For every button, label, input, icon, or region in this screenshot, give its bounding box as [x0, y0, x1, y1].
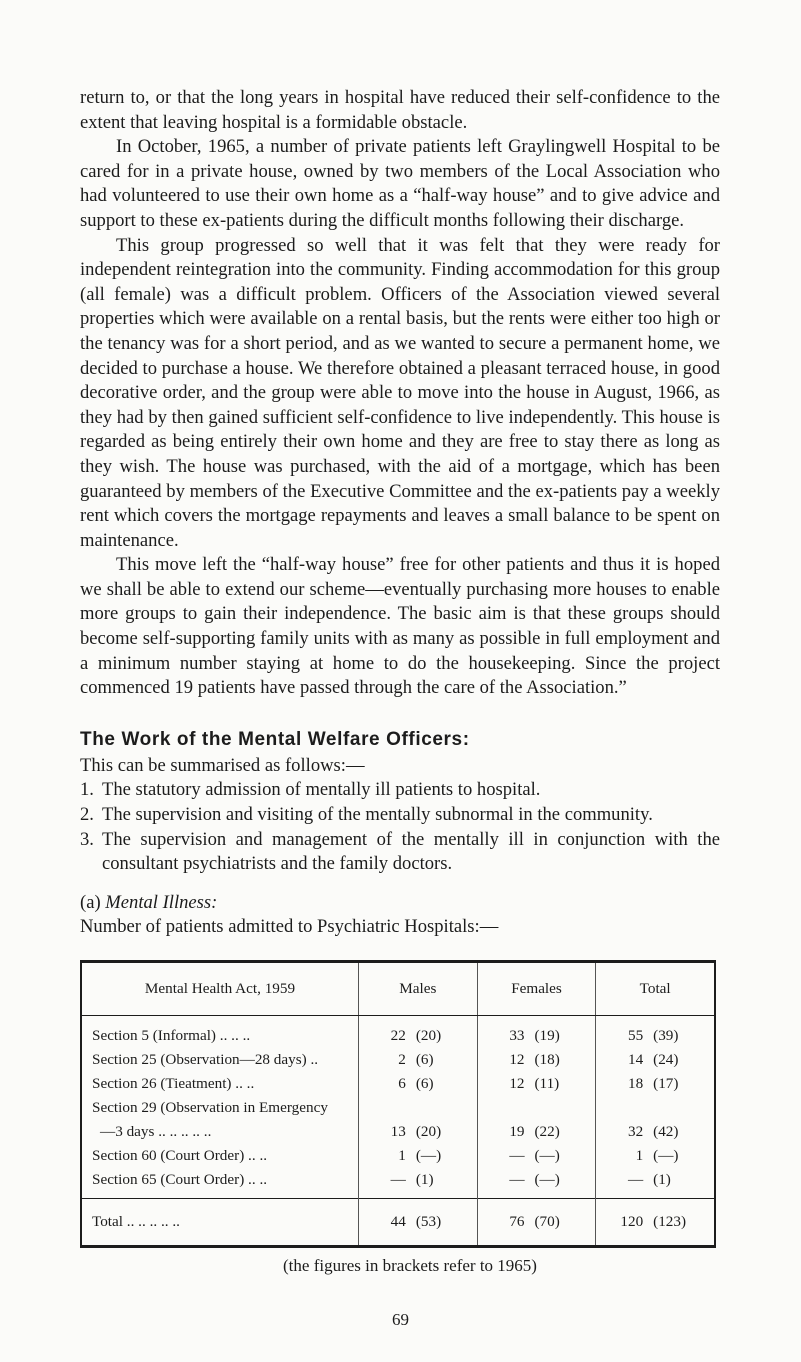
males-prev: (6)	[415, 1075, 434, 1092]
total-value: 1	[635, 1147, 644, 1164]
list-item-text: The supervision and visiting of the mentally subnormal in the community.	[102, 804, 653, 826]
row-label: Section 26 (Tieatment) .. ..	[81, 1072, 359, 1096]
table-row	[81, 1072, 715, 1096]
total-prev: (17)	[653, 1075, 679, 1092]
total-prev: (39)	[653, 1027, 679, 1044]
section-intro: This can be summarised as follows:—	[80, 754, 365, 776]
females-prev: (—)	[534, 1147, 560, 1164]
table-row	[81, 1048, 715, 1072]
list-item-text: The supervision and management of the mentally ill in conjunction with the consultant psychiatrists and the family doctors.	[102, 828, 720, 875]
total-value: —	[627, 1171, 644, 1188]
subsection-label: (a)	[80, 891, 101, 913]
males-value: 2	[398, 1051, 406, 1068]
section-heading: The Work of the Mental Welfare Officers:	[80, 728, 470, 750]
total-value: 14	[627, 1051, 644, 1068]
grand-total: 120	[620, 1213, 644, 1230]
females-prev: (19)	[534, 1027, 560, 1044]
header-total: Total	[596, 962, 715, 1016]
total-value: 32	[627, 1123, 644, 1140]
females-value: 33	[509, 1027, 525, 1044]
table-caption: Number of patients admitted to Psychiatric Hospitals:—	[80, 916, 499, 938]
subsection-heading	[80, 891, 720, 916]
total-prev: (1)	[653, 1171, 671, 1188]
females-value: —	[509, 1147, 525, 1164]
females-prev: (—)	[534, 1171, 560, 1188]
paragraph-4: This move left the “half-way house” free for other patients and thus it is hoped we shall be able to extend our scheme—eventually purchasing more houses to enable more groups to gain their independence. The basic aim is that these groups should become self-supporting family units with as many as possible in full employment and a minimum number staying at home to do the housekeeping. Since the project commenced 19 patients have passed through the care of the Association.”	[80, 554, 720, 699]
females-prev: (22)	[534, 1123, 560, 1140]
males-value: 13	[390, 1123, 406, 1140]
duties-list	[80, 778, 720, 876]
males-prev: (20)	[415, 1027, 442, 1044]
total-value: 18	[627, 1075, 644, 1092]
list-item	[80, 803, 720, 828]
males-prev: (—)	[415, 1147, 442, 1164]
total-label: Total .. .. .. .. ..	[81, 1199, 359, 1247]
list-item-number: 1.	[80, 779, 94, 801]
females-value: 19	[509, 1123, 525, 1140]
paragraph-3: This group progressed so well that it was felt that they were ready for independent reintegration into the community. Finding accommodation for this group (all female) was a difficult problem. Officers of the Association viewed several properties which were available on a rental basis, but the rents were either too high or the tenancy was for a short period, and as we wanted to secure a permanent home, we decided to purchase a house. We therefore obtained a pleasant terraced house, in good decorative order, and the group were able to move into the house in August, 1966, as they had by then gained sufficient self-confidence to live independently. This house is regarded as being entirely their own home and they are free to stay there as long as they wish. The house was purchased, with the aid of a mortgage, which has been guaranteed by members of the Executive Committee and the ex-patients pay a weekly rent which covers the mortgage repayments and leaves a small balance to be spent on maintenance.	[80, 234, 720, 551]
header-act: Mental Health Act, 1959	[81, 962, 359, 1016]
males-value: 6	[398, 1075, 406, 1092]
subsection-title: Mental Illness:	[105, 891, 218, 913]
row-label: Section 65 (Court Order) .. ..	[81, 1168, 359, 1199]
paragraph-1: return to, or that the long years in hospital have reduced their self-confidence to the extent that leaving hospital is a formidable obstacle.	[80, 87, 720, 133]
grand-total-prev: (123)	[653, 1213, 687, 1230]
total-prev: (—)	[653, 1147, 679, 1164]
females-value: 12	[509, 1051, 525, 1068]
header-males: Males	[359, 962, 478, 1016]
table-note: (the figures in brackets refer to 1965)	[283, 1256, 537, 1275]
list-item-number: 3.	[80, 828, 94, 850]
list-item-number: 2.	[80, 804, 94, 826]
page-body	[80, 86, 720, 1276]
females-prev: (11)	[534, 1075, 560, 1092]
admissions-table	[80, 960, 716, 1248]
males-prev: (20)	[415, 1123, 442, 1140]
row-label: Section 60 (Court Order) .. ..	[81, 1144, 359, 1168]
males-value: 1	[398, 1147, 406, 1164]
males-prev: (1)	[415, 1171, 434, 1188]
table-row	[81, 1144, 715, 1168]
total-value: 55	[627, 1027, 644, 1044]
table-row	[81, 1120, 715, 1144]
table-row	[81, 1016, 715, 1049]
females-prev: (18)	[534, 1051, 560, 1068]
page-number: 69	[392, 1310, 409, 1329]
table-row	[81, 1168, 715, 1199]
females-total-prev: (70)	[534, 1213, 560, 1230]
table-row	[81, 1096, 715, 1120]
total-prev: (42)	[653, 1123, 679, 1140]
males-value: —	[390, 1171, 406, 1188]
females-value: 12	[509, 1075, 525, 1092]
row-label-continued: —3 days .. .. .. .. ..	[81, 1120, 359, 1144]
males-value: 22	[390, 1027, 406, 1044]
total-prev: (24)	[653, 1051, 679, 1068]
row-label: Section 5 (Informal) .. .. ..	[81, 1016, 359, 1049]
list-item	[80, 828, 720, 877]
males-total: 44	[390, 1213, 406, 1230]
females-total: 76	[509, 1213, 525, 1230]
table-total-row	[81, 1199, 715, 1247]
males-prev: (6)	[415, 1051, 434, 1068]
row-label: Section 25 (Observation—28 days) ..	[81, 1048, 359, 1072]
list-item	[80, 778, 720, 803]
table-header-row	[81, 962, 715, 1016]
females-value: —	[509, 1171, 525, 1188]
list-item-text: The statutory admission of mentally ill patients to hospital.	[102, 779, 541, 801]
males-total-prev: (53)	[415, 1213, 442, 1230]
header-females: Females	[477, 962, 596, 1016]
paragraph-2: In October, 1965, a number of private patients left Graylingwell Hospital to be cared for in a private house, owned by two members of the Local Association who had volunteered to use their own home as a “half-way house” and to give advice and support to these ex-patients during the difficult months following their discharge.	[80, 136, 720, 231]
row-label: Section 29 (Observation in Emergency	[81, 1096, 359, 1120]
